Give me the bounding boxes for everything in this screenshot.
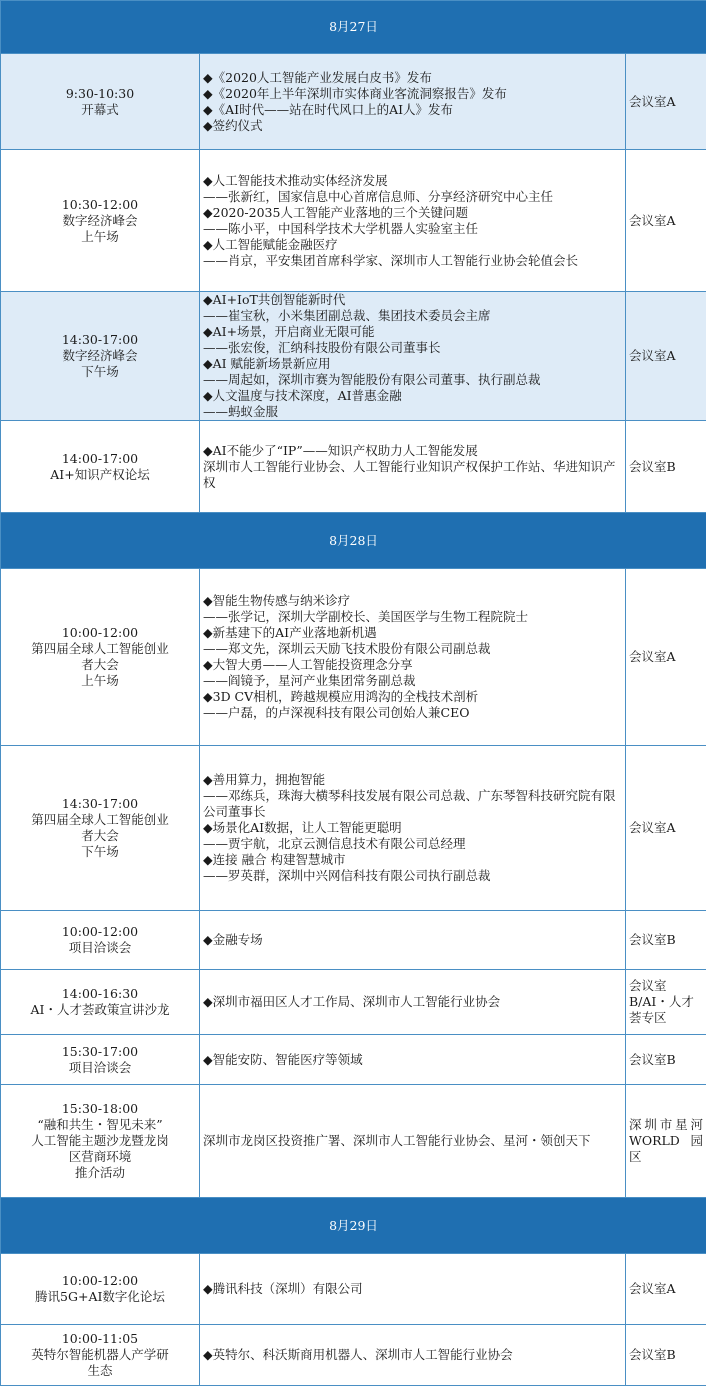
session-row <box>1 1085 706 1198</box>
session-row <box>1 911 706 970</box>
session-title: 生态 <box>87 1363 113 1378</box>
session-item: ——张宏俊，汇纳科技股份有限公司董事长 <box>203 340 441 355</box>
session-time-cell <box>1 746 200 911</box>
session-room: 深圳市星河WORLD园区 <box>626 1085 706 1198</box>
session-item: ◆AI 赋能新场景新应用 <box>203 356 331 371</box>
session-item: ——肖京，平安集团首席科学家、深圳市人工智能行业协会轮值会长 <box>203 252 579 268</box>
session-room: 会议室B <box>626 1035 706 1085</box>
session-row <box>1 292 706 421</box>
session-time: 10:00-12:00 <box>61 924 139 939</box>
session-content-cell <box>200 292 626 421</box>
session-room: 会议室B <box>626 911 706 970</box>
day-date: 8月29日 <box>1 1198 706 1254</box>
session-content-cell <box>200 746 626 911</box>
session-room: 会议室A <box>626 150 706 292</box>
session-title: 第四届全球人工智能创业 <box>31 812 169 827</box>
session-item: ◆场景化AI数据，让人工智能更聪明 <box>203 820 402 835</box>
session-row <box>1 746 706 911</box>
session-item: ◆2020-2035人工智能产业落地的三个关键问题 <box>203 204 468 220</box>
session-title: 第四届全球人工智能创业 <box>31 641 169 656</box>
session-time: 10:30-12:00 <box>61 196 139 212</box>
session-time: 15:30-18:00 <box>61 1101 139 1116</box>
session-time-cell <box>1 970 200 1035</box>
session-title: 英特尔智能机器人产学研 <box>31 1347 169 1362</box>
session-item: ◆连接 融合 构建智慧城市 <box>203 852 346 867</box>
session-item: ◆AI不能少了“IP”——知识产权助力人工智能发展 <box>203 442 478 458</box>
session-item: ——崔宝秋，小米集团副总裁、集团技术委员会主席 <box>203 308 491 323</box>
session-item: ◆深圳市福田区人才工作局、深圳市人工智能行业协会 <box>203 994 501 1009</box>
session-time: 9:30-10:30 <box>65 85 135 101</box>
session-room: 会议室A <box>626 292 706 421</box>
session-row <box>1 421 706 513</box>
session-title: 上午场 <box>81 228 119 244</box>
session-item: ——陈小平，中国科学技术大学机器人实验室主任 <box>203 220 479 236</box>
session-time: 10:00-11:05 <box>61 1331 139 1346</box>
session-item: ◆《AI时代——站在时代风口上的AI人》发布 <box>203 101 454 117</box>
session-title: 开幕式 <box>81 101 119 117</box>
session-item: ◆金融专场 <box>203 932 263 947</box>
session-item: ◆AI+场景，开启商业无限可能 <box>203 324 375 339</box>
session-content-cell <box>200 54 626 150</box>
session-time-cell <box>1 911 200 970</box>
session-content-cell <box>200 1035 626 1085</box>
session-item: ◆人工智能赋能金融医疗 <box>203 236 338 252</box>
session-item: ◆大智大勇——人工智能投资理念分享 <box>203 657 413 672</box>
session-time: 15:30-17:00 <box>61 1043 139 1059</box>
session-title: 数字经济峰会 <box>62 348 138 363</box>
session-content-cell <box>200 911 626 970</box>
session-row <box>1 970 706 1035</box>
session-time: 14:30-17:00 <box>61 332 139 347</box>
session-row <box>1 1254 706 1325</box>
session-item: ——蚂蚁金服 <box>203 404 279 419</box>
session-time-cell <box>1 292 200 421</box>
session-room: 会议室A <box>626 569 706 746</box>
session-title: 腾讯5G+AI数字化论坛 <box>35 1289 165 1304</box>
session-title: 项目洽谈会 <box>68 1059 132 1075</box>
session-time-cell <box>1 1254 200 1325</box>
session-title: 者大会 <box>81 828 119 843</box>
session-item: ◆新基建下的AI产业落地新机遇 <box>203 625 377 640</box>
session-content-cell <box>200 569 626 746</box>
session-item: ◆智能安防、智能医疗等领域 <box>203 1051 363 1067</box>
session-item: ——罗英群，深圳中兴网信科技有限公司执行副总裁 <box>203 868 491 883</box>
session-item: ——张学记，深圳大学副校长、美国医学与生物工程院院士 <box>203 609 529 624</box>
session-item: ——周起如，深圳市赛为智能股份有限公司董事、执行副总裁 <box>203 372 541 387</box>
session-item: ——阎镜予，星河产业集团常务副总裁 <box>203 673 416 688</box>
session-row <box>1 1325 706 1386</box>
session-time: 10:00-12:00 <box>61 1273 139 1288</box>
session-content-cell <box>200 1325 626 1386</box>
session-time-cell <box>1 150 200 292</box>
session-row <box>1 54 706 150</box>
session-time: 14:00-17:00 <box>61 450 139 466</box>
session-room: 会议室B/AI・人才荟专区 <box>626 970 706 1035</box>
session-title: 人工智能主题沙龙暨龙岗 <box>31 1133 169 1148</box>
session-item: ◆智能生物传感与纳米诊疗 <box>203 593 351 608</box>
session-item: ◆英特尔、科沃斯商用机器人、深圳市人工智能行业协会 <box>203 1347 513 1362</box>
session-item: ◆善用算力，拥抱智能 <box>203 772 326 787</box>
session-title: 下午场 <box>81 364 119 379</box>
day-date: 8月28日 <box>1 513 706 569</box>
session-item: ——张新红，国家信息中心首席信息师、分享经济研究中心主任 <box>203 188 554 204</box>
session-item: ◆《2020人工智能产业发展白皮书》发布 <box>203 69 432 85</box>
session-time-cell <box>1 54 200 150</box>
session-row <box>1 150 706 292</box>
session-title: AI・人才荟政策宣讲沙龙 <box>30 1002 170 1017</box>
session-time-cell <box>1 569 200 746</box>
session-item: ◆人文温度与技术深度，AI普惠金融 <box>203 388 402 403</box>
session-title: “融和共生・智见未来” <box>37 1117 163 1132</box>
session-title: 区营商环境 <box>68 1149 132 1164</box>
day-header-row <box>1 1198 706 1254</box>
session-room: 会议室B <box>626 421 706 513</box>
session-item: 深圳市人工智能行业协会、人工智能行业知识产权保护工作站、华进知识产权 <box>203 458 616 490</box>
session-item: ◆AI+IoT共创智能新时代 <box>203 292 346 307</box>
session-time-cell <box>1 421 200 513</box>
session-row <box>1 569 706 746</box>
day-header-row <box>1 1 706 54</box>
session-content-cell <box>200 970 626 1035</box>
session-time-cell <box>1 1085 200 1198</box>
session-row <box>1 1035 706 1085</box>
session-item: ——户磊，的卢深视科技有限公司创始人兼CEO <box>203 705 470 720</box>
session-item: ◆人工智能技术推动实体经济发展 <box>203 172 388 188</box>
session-item: ——郑文先，深圳云天励飞技术股份有限公司副总裁 <box>203 641 491 656</box>
session-item: ◆签约仪式 <box>203 117 263 133</box>
session-time: 14:30-17:00 <box>61 796 139 811</box>
session-item: 深圳市龙岗区投资推广署、深圳市人工智能行业协会、星河・领创天下 <box>203 1133 591 1148</box>
session-content-cell <box>200 421 626 513</box>
session-room: 会议室A <box>626 1254 706 1325</box>
session-title: 者大会 <box>81 657 119 672</box>
session-title: AI+知识产权论坛 <box>50 466 150 482</box>
day-date: 8月27日 <box>1 1 706 54</box>
session-item: ◆3D CV相机，跨越规模应用鸿沟的全栈技术剖析 <box>203 689 479 704</box>
session-room: 会议室B <box>626 1325 706 1386</box>
session-item: ◆腾讯科技（深圳）有限公司 <box>203 1281 363 1296</box>
session-title: 推介活动 <box>74 1165 125 1180</box>
session-content-cell <box>200 1085 626 1198</box>
session-title: 数字经济峰会 <box>62 212 138 228</box>
session-time-cell <box>1 1035 200 1085</box>
session-content-cell <box>200 1254 626 1325</box>
session-room: 会议室A <box>626 746 706 911</box>
session-content-cell <box>200 150 626 292</box>
session-item: ◆《2020年上半年深圳市实体商业客流洞察报告》发布 <box>203 85 507 101</box>
session-time: 14:00-16:30 <box>61 986 139 1001</box>
session-time: 10:00-12:00 <box>61 625 139 640</box>
session-title: 下午场 <box>81 844 119 859</box>
session-item: ——贾宇航，北京云测信息技术有限公司总经理 <box>203 836 466 851</box>
session-item: ——邓练兵，珠海大横琴科技发展有限公司总裁、广东琴智科技研究院有限公司董事长 <box>203 788 616 819</box>
day-header-row <box>1 513 706 569</box>
session-time-cell <box>1 1325 200 1386</box>
session-title: 项目洽谈会 <box>68 940 132 955</box>
session-title: 上午场 <box>81 673 119 688</box>
session-room: 会议室A <box>626 54 706 150</box>
